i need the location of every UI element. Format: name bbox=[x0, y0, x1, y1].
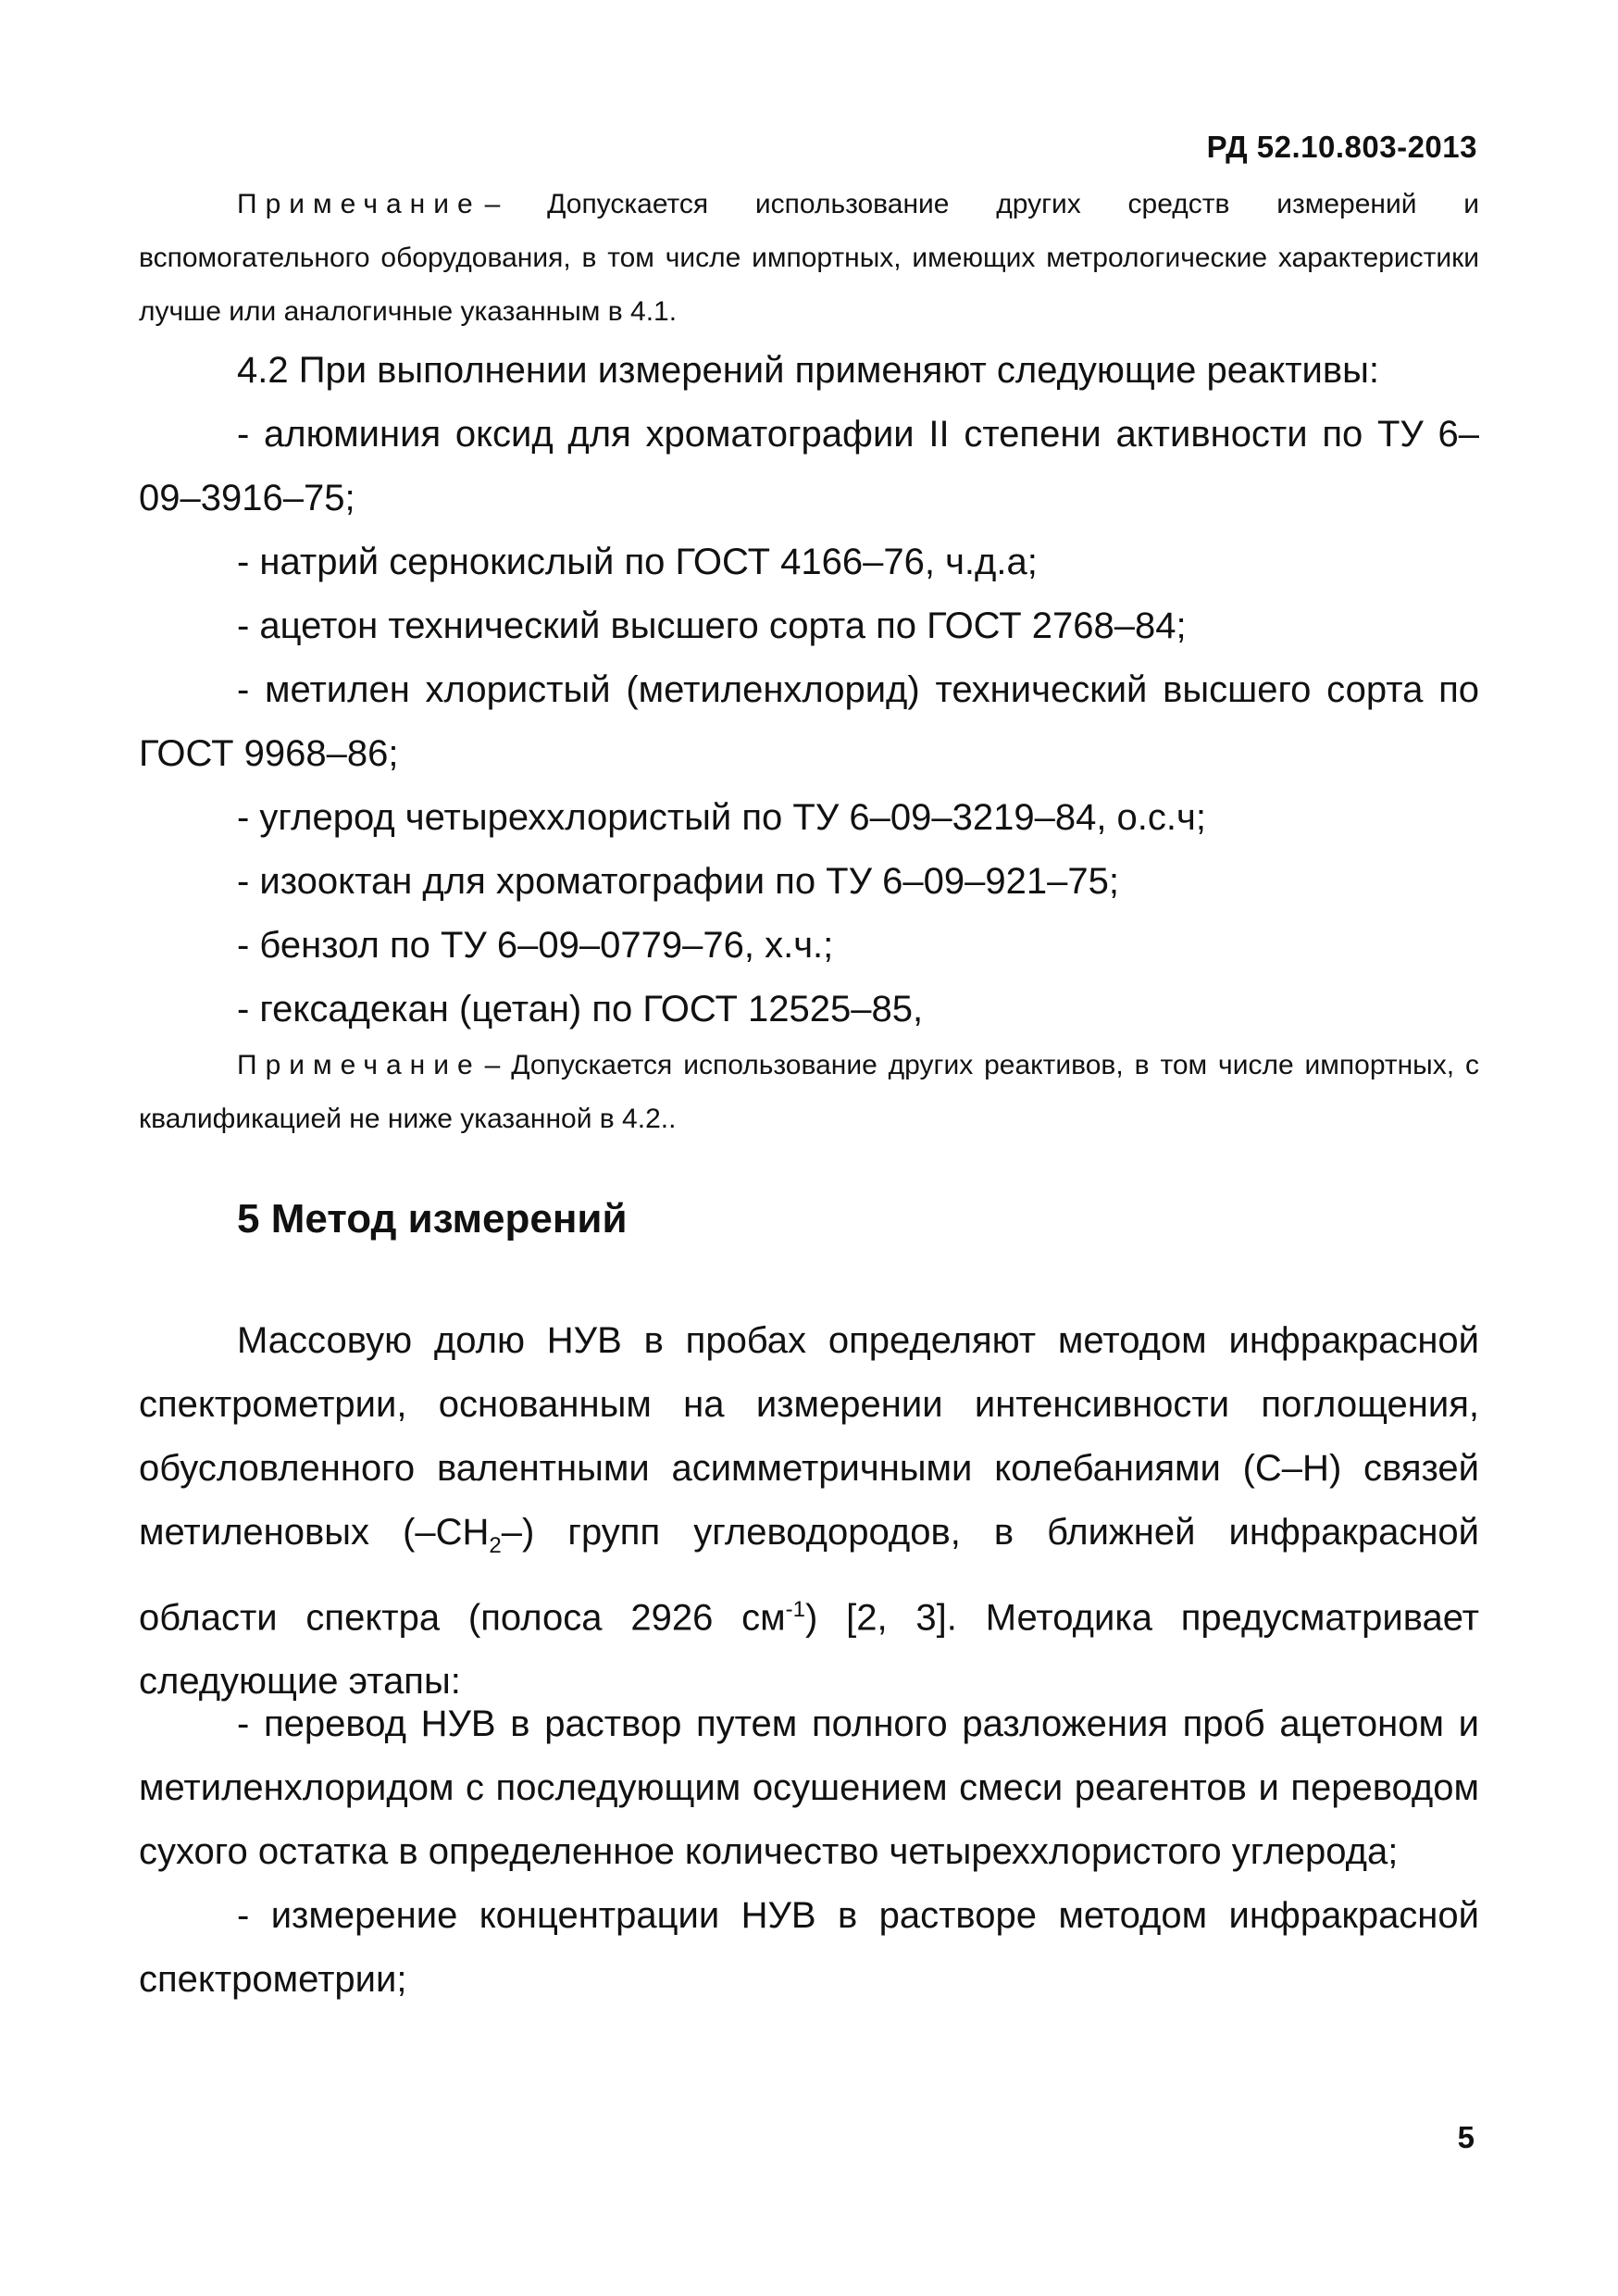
paragraph-text-1: Массовую долю НУВ в пробах определяют методом инфракрасной спектрометрии, основанным на измерении интенсивности поглощения, обусловленного валентными асимметричными колебаниями (С–Н) связей метиленовых (–СН bbox=[139, 1320, 1479, 1553]
section-title: 5 Метод измерений bbox=[237, 1196, 628, 1242]
note-1 bbox=[139, 178, 1479, 339]
paragraph-text-3: ) [2, 3]. Методика предусматривает следующие этапы: bbox=[139, 1597, 1479, 1703]
reagent-item: - натрий сернокислый по ГОСТ 4166–76, ч.д.а; bbox=[237, 542, 1038, 582]
method-step: - измерение концентрации НУВ в растворе методом инфракрасной спектрометрии; bbox=[139, 1895, 1479, 2000]
method-steps bbox=[139, 1692, 1479, 2012]
document-code: РД 52.10.803-2013 bbox=[1206, 130, 1477, 164]
note-1-text: – Допускается использование других средств измерений и вспомогательного оборудования, в том числе импортных, имеющих метрологические характеристики лучше или аналогичные указанным в 4.1. bbox=[139, 189, 1479, 327]
page-number: 5 bbox=[1457, 2120, 1475, 2154]
note-2-text: – Допускается использование других реактивов, в том числе импортных, с квалификацией не ниже указанной в 4.2.. bbox=[139, 1050, 1479, 1134]
reagent-item: - углерод четыреххлористый по ТУ 6–09–3219–84, о.с.ч; bbox=[237, 797, 1206, 838]
note-2-head: Примечание bbox=[237, 1050, 481, 1080]
reagents-list bbox=[139, 403, 1479, 1042]
subscript: 2 bbox=[489, 1533, 502, 1558]
reagent-item: - метилен хлористый (метиленхлорид) технический высшего сорта по ГОСТ 9968–86; bbox=[139, 669, 1479, 774]
section-5-header bbox=[139, 1196, 1479, 1242]
reagent-item: - ацетон технический высшего сорта по ГОСТ 2768–84; bbox=[237, 605, 1187, 646]
note-1-head: Примечание bbox=[237, 189, 481, 219]
reagent-item: - бензол по ТУ 6–09–0779–76, х.ч.; bbox=[237, 925, 834, 966]
reagent-item: - гексадекан (цетан) по ГОСТ 12525–85, bbox=[237, 989, 924, 1029]
paragraph-text-2: –) групп углеводородов, в ближней инфракрасной области спектра (полоса 2926 см bbox=[139, 1512, 1479, 1639]
superscript: -1 bbox=[785, 1597, 805, 1622]
note-2 bbox=[139, 1039, 1479, 1146]
reagent-item: - изооктан для хроматографии по ТУ 6–09–921–75; bbox=[237, 861, 1119, 902]
method-step: - перевод НУВ в раствор путем полного разложения проб ацетоном и метиленхлоридом с последующим осушением смеси реагентов и переводом сухого остатка в определенное количество четыреххлористого углерода; bbox=[139, 1703, 1479, 1872]
reagent-item: - алюминия оксид для хроматографии II степени активности по ТУ 6–09–3916–75; bbox=[139, 414, 1479, 518]
section-5-paragraph bbox=[139, 1309, 1479, 1714]
section-4-2-intro: 4.2 При выполнении измерений применяют следующие реактивы: bbox=[237, 350, 1380, 391]
